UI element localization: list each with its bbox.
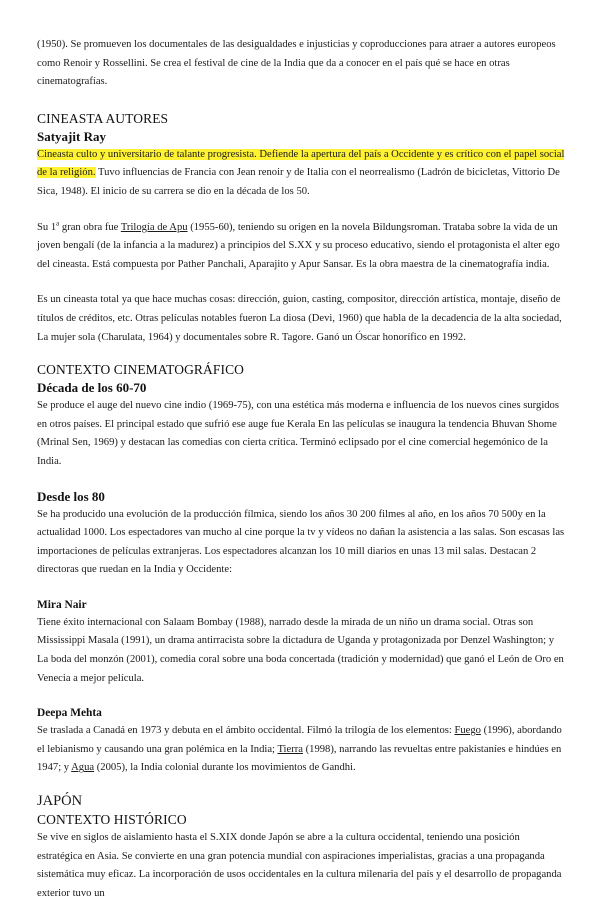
decada-paragraph: Se produce el auge del nuevo cine indio (1969-75), con una estética más moderna e influencia de los nuevos cines surgidos en otros países. El principal estado que sufrió ese auge fue Kerala En las películas se inaugura la tendencia Bhuvan Shome (Mrinal Sen, 1969) y destacan las comedias con cierta crítica. Terminó eclipsado por el cine comercial hegemónico de la India. <box>37 400 559 467</box>
ray-paragraph-1: Cineasta culto y universitario de talante progresista. Defiende la apertura del país a Occidente y es crítico con el papel social de la religión. Tuvo influencias de Francia con Jean renoir y de Italia con el neorrealismo (Ladrón de bicicletas, Vittorio De Sica, 1948). El inicio de su carrera se dio en la década de los 50. <box>37 148 565 197</box>
mira-paragraph: Tiene éxito internacional con Salaam Bombay (1988), narrado desde la mirada de un niño un drama social. Otras son Mississippi Masala (1991), un drama antirracista sobre la dictadura de Uganda y protagonizada por Denzel Washington; y La boda del monzón (2001), comedia coral sobre una boda concertada (tradición y modernidad) que ganó el León de Oro en Venecia a mejor película. <box>37 616 564 684</box>
link-tierra: Tierra <box>277 743 303 755</box>
link-fuego: Fuego <box>454 725 481 737</box>
highlighted-text: Cineasta culto y universitario de talante progresista. Defiende la apertura del país a Occidente y es crítico con el papel social de la religión. <box>37 148 565 179</box>
section-heading-cineasta: CINEASTA AUTORES <box>37 110 169 126</box>
subheading-decada-60-70: Década de los 60-70 <box>37 380 147 396</box>
japon-paragraph: Se vive en siglos de aislamiento hasta el S.XIX donde Japón se abre a la cultura occidental, teniendo una posición estratégica en Asia. Se convierte en una gran potencia mundial con aspiraciones imperialistas, gracias a una propaganda sistemática muy eficaz. La incorporación de usos occidentales en la cultura milenaria del país y el desarrollo de propaganda exterior tuvo un <box>37 832 562 899</box>
desde-paragraph: Se ha producido una evolución de la producción fílmica, siendo los años 30 200 filmes al año, en los años 70 500y en la actualidad 1000. Los espectadores van mucho al cine porque la tv y vídeos no dañan la asistencia a las salas. Son escasas las importaciones de películas extranjeras. Los espectadores alcanzan los 10 mill diarios en unas 13 mil salas. Destacan 2 directoras que ruedan en la India y Occidente: <box>37 508 565 576</box>
link-trilogia-de-apu: Trilogía de Apu <box>120 221 188 233</box>
ray-paragraph-3: Es un cineasta total ya que hace muchas cosas: dirección, guion, casting, compositor, dirección artística, montaje, diseño de títulos de créditos, etc. Otras películas notables fueron La diosa (Devi, 1960) que habla de la decadencia de la alta sociedad, La mujer sola (Charulata, 1964) y documentales sobre R. Tagore. Ganó un Óscar honorífico en 1992. <box>37 294 562 343</box>
subheading-deepa-mehta: Deepa Mehta <box>37 707 102 720</box>
deepa-paragraph: Se traslada a Canadá en 1973 y debuta en el ámbito occidental. Filmó la trilogía de los elementos: Fuego (1996), abordando el lebianismo y causando una gran polémica en la India; Tierra (1998), narrando las revueltas entre pakistaníes e hindúes en 1947; y Agua (2005), la India colonial durante los movimientos de Gandhi. <box>37 725 562 774</box>
subheading-desde-los-80: Desde los 80 <box>37 488 105 504</box>
section-heading-contexto-historico: CONTEXTO HISTÓRICO <box>37 812 187 828</box>
link-agua: Agua <box>71 762 95 774</box>
subheading-mira-nair: Mira Nair <box>37 598 87 611</box>
section-heading-contexto-cinematografico: CONTEXTO CINEMATOGRÁFICO <box>37 362 245 378</box>
ray-paragraph-2: Su 1$^a$ gran obra fue Trilogía de Apu (1955-60), teniendo su origen en la novela Bildungsroman. Trataba sobre la vida de un joven bengalí (de la infancia a la madurez) a principios del S.XX y su proceso educativo, siendo el protagonista el alter ego del cineasta. Está compuesta por Pather Panchali, Aparajito y Apur Sansar. Es la obra maestra de la cinematografía india. <box>37 219 560 270</box>
document-page <box>37 36 565 903</box>
section-heading-japon: JAPÓN <box>37 793 83 810</box>
subheading-satyajit-ray: Satyajit Ray <box>37 128 106 144</box>
intro-paragraph: (1950). Se promueven los documentales de las desigualdades e injusticias y coproducciones para atraer a autores europeos como Renoir y Rossellini. Se crea el festival de cine de la India que da a conocer en el país qué se hace en otras cinematografías. <box>37 39 556 88</box>
